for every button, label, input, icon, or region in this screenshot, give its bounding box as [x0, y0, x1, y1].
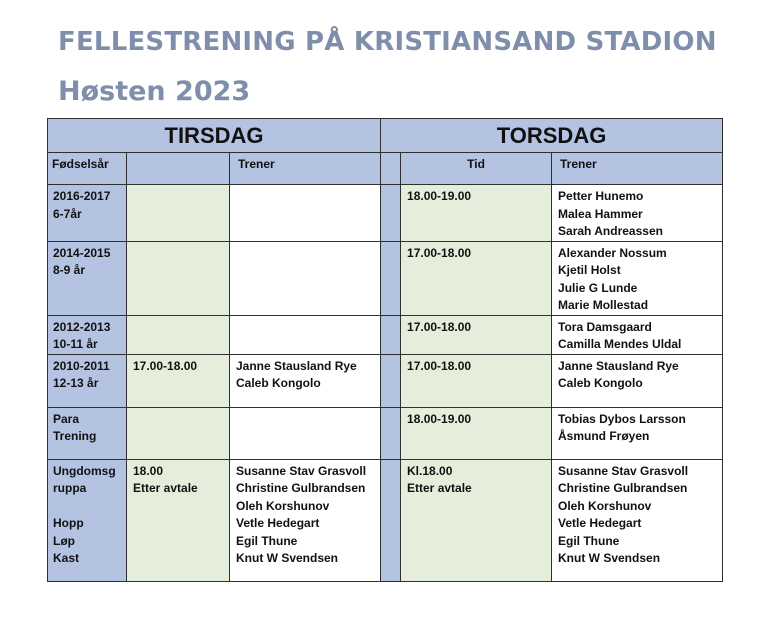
cell-line: 10-11 år [53, 337, 98, 351]
cell-line: Julie G Lunde [558, 280, 638, 295]
spacer-cell [381, 185, 401, 242]
cell-line: Christine Gulbrandsen [236, 481, 366, 495]
cell-line: Åsmund Frøyen [558, 429, 650, 443]
cell-line: Egil Thune [558, 533, 620, 548]
tue-trainers-cell [230, 407, 381, 459]
table-row [48, 241, 723, 315]
tue-trainers-cell-content [230, 242, 380, 245]
group-cell [48, 407, 127, 459]
thu-time-cell-content [401, 242, 551, 263]
tue-time-cell [127, 407, 230, 459]
cell-line: Tora Damsgaard [558, 319, 652, 334]
cell-line: Caleb Kongolo [558, 376, 643, 390]
cell-line: Trening [53, 429, 97, 443]
cell-line: 17.00-18.00 [407, 358, 472, 373]
table-row [48, 315, 723, 354]
cell-line: Knut W Svendsen [558, 551, 661, 565]
spacer-cell [381, 241, 401, 315]
tue-trainers-cell [230, 185, 381, 242]
spacer-cell [381, 459, 401, 581]
thu-time-cell [401, 407, 552, 459]
cell-line: Alexander Nossum [558, 245, 667, 260]
tue-trainers-cell-content [230, 355, 380, 393]
thu-trainers-cell-content [552, 355, 722, 393]
thu-trainers-cell-content [552, 460, 722, 568]
group-cell [48, 354, 127, 407]
tue-time-cell-content [127, 408, 229, 411]
thu-time-cell [401, 354, 552, 407]
day-header-tuesday: TIRSDAG [48, 119, 381, 153]
column-header-birth-year: Fødselsår [48, 153, 127, 185]
thu-time-cell-content [401, 408, 551, 429]
tue-trainers-cell-content [230, 185, 380, 188]
tue-time-cell-content [127, 316, 229, 319]
cell-line: Susanne Stav Grasvoll [558, 463, 689, 478]
tue-time-cell-content [127, 185, 229, 188]
table-row [48, 354, 723, 407]
cell-line: Etter avtale [407, 481, 472, 495]
cell-line: Christine Gulbrandsen [558, 481, 688, 495]
tue-trainers-cell [230, 354, 381, 407]
column-header-thu-trainer: Trener [552, 153, 723, 185]
thu-trainers-cell-content [552, 242, 722, 315]
tue-time-cell [127, 354, 230, 407]
tue-time-cell [127, 241, 230, 315]
cell-line: 18.00-19.00 [407, 411, 472, 426]
cell-line: Kl.18.00 [407, 463, 453, 478]
cell-line: 2016-2017 [53, 189, 111, 203]
cell-line: 2010-2011 [53, 358, 110, 373]
spacer-cell [381, 407, 401, 459]
cell-line: Løp [53, 533, 75, 548]
column-header-row [48, 153, 723, 185]
cell-line: 8-9 år [53, 263, 86, 277]
cell-line: Kjetil Holst [558, 263, 621, 277]
cell-line: Knut W Svendsen [236, 551, 339, 565]
cell-line: Janne Stausland Rye [236, 358, 357, 373]
thu-trainers-cell [552, 407, 723, 459]
cell-line: 12-13 år [53, 376, 99, 390]
tue-trainers-cell-content [230, 316, 380, 319]
thu-trainers-cell-content [552, 316, 722, 354]
cell-line: Camilla Mendes Uldal [558, 337, 682, 351]
thu-trainers-cell-content [552, 185, 722, 241]
cell-line: Oleh Korshunov [236, 498, 330, 513]
cell-line: Marie Mollestad [558, 298, 649, 312]
group-cell [48, 185, 127, 242]
cell-line [53, 498, 121, 516]
page-title: FELLESTRENING PÅ KRISTIANSAND STADION [58, 27, 717, 57]
cell-line: 17.00-18.00 [407, 319, 472, 334]
day-header-row [48, 119, 723, 153]
thu-trainers-cell [552, 459, 723, 581]
group-cell-content [48, 316, 126, 354]
column-spacer [381, 153, 401, 185]
group-cell-content [48, 460, 126, 568]
group-cell [48, 315, 127, 354]
thu-trainers-cell [552, 241, 723, 315]
group-cell-content [48, 185, 126, 223]
cell-line: Para [53, 411, 80, 426]
thu-time-cell-content [401, 185, 551, 206]
cell-line: Hopp [53, 516, 84, 530]
cell-line: 2014-2015 [53, 245, 111, 260]
tue-trainers-cell [230, 241, 381, 315]
thu-time-cell [401, 459, 552, 581]
cell-line: Sarah Andreassen [558, 224, 663, 238]
schedule-table [47, 118, 723, 582]
cell-line: 18.00 [133, 463, 164, 478]
thu-time-cell [401, 315, 552, 354]
thu-time-cell [401, 241, 552, 315]
table-row [48, 185, 723, 242]
tue-time-cell-content [127, 355, 229, 376]
group-cell-content [48, 408, 126, 446]
cell-line: Vetle Hedegart [236, 516, 320, 530]
thu-time-cell-content [401, 355, 551, 376]
thu-trainers-cell-content [552, 408, 722, 446]
tue-time-cell [127, 315, 230, 354]
cell-line: Susanne Stav Grasvoll [236, 463, 367, 478]
page-subtitle: Høsten 2023 [58, 76, 251, 107]
cell-line: Malea Hammer [558, 206, 643, 221]
cell-line: 18.00-19.00 [407, 189, 472, 203]
thu-trainers-cell [552, 354, 723, 407]
tue-trainers-cell-content [230, 460, 380, 568]
cell-line: Kast [53, 551, 80, 565]
cell-line: Etter avtale [133, 481, 198, 495]
cell-line: Vetle Hedegart [558, 516, 642, 530]
tue-time-cell-content [127, 242, 229, 245]
table-row [48, 459, 723, 581]
tue-time-cell-content [127, 460, 229, 498]
group-cell-content [48, 242, 126, 280]
thu-trainers-cell [552, 315, 723, 354]
column-header-thu-time: Tid [401, 153, 552, 185]
day-header-thursday: TORSDAG [381, 119, 723, 153]
group-cell [48, 241, 127, 315]
cell-line: Oleh Korshunov [558, 498, 652, 513]
group-cell-content [48, 355, 126, 393]
column-header-tue-time [127, 153, 230, 185]
table-row [48, 407, 723, 459]
cell-line: Caleb Kongolo [236, 376, 321, 390]
cell-line: 2012-2013 [53, 319, 111, 334]
cell-line: 6-7år [53, 206, 82, 221]
group-cell [48, 459, 127, 581]
column-header-tue-trainer: Trener [230, 153, 381, 185]
cell-line: 17.00-18.00 [133, 358, 198, 373]
thu-trainers-cell [552, 185, 723, 242]
cell-line: Janne Stausland Rye [558, 358, 679, 373]
cell-line: Tobias Dybos Larsson [558, 411, 686, 426]
cell-line: Egil Thune [236, 533, 298, 548]
cell-line: 17.00-18.00 [407, 245, 472, 260]
spacer-cell [381, 315, 401, 354]
cell-line: Ungdomsg [53, 463, 116, 478]
thu-time-cell [401, 185, 552, 242]
spacer-cell [381, 354, 401, 407]
thu-time-cell-content [401, 460, 551, 498]
tue-trainers-cell [230, 315, 381, 354]
tue-time-cell [127, 459, 230, 581]
thu-time-cell-content [401, 316, 551, 337]
cell-line: Petter Hunemo [558, 189, 644, 203]
tue-trainers-cell [230, 459, 381, 581]
tue-time-cell [127, 185, 230, 242]
tue-trainers-cell-content [230, 408, 380, 411]
cell-line: ruppa [53, 481, 87, 495]
